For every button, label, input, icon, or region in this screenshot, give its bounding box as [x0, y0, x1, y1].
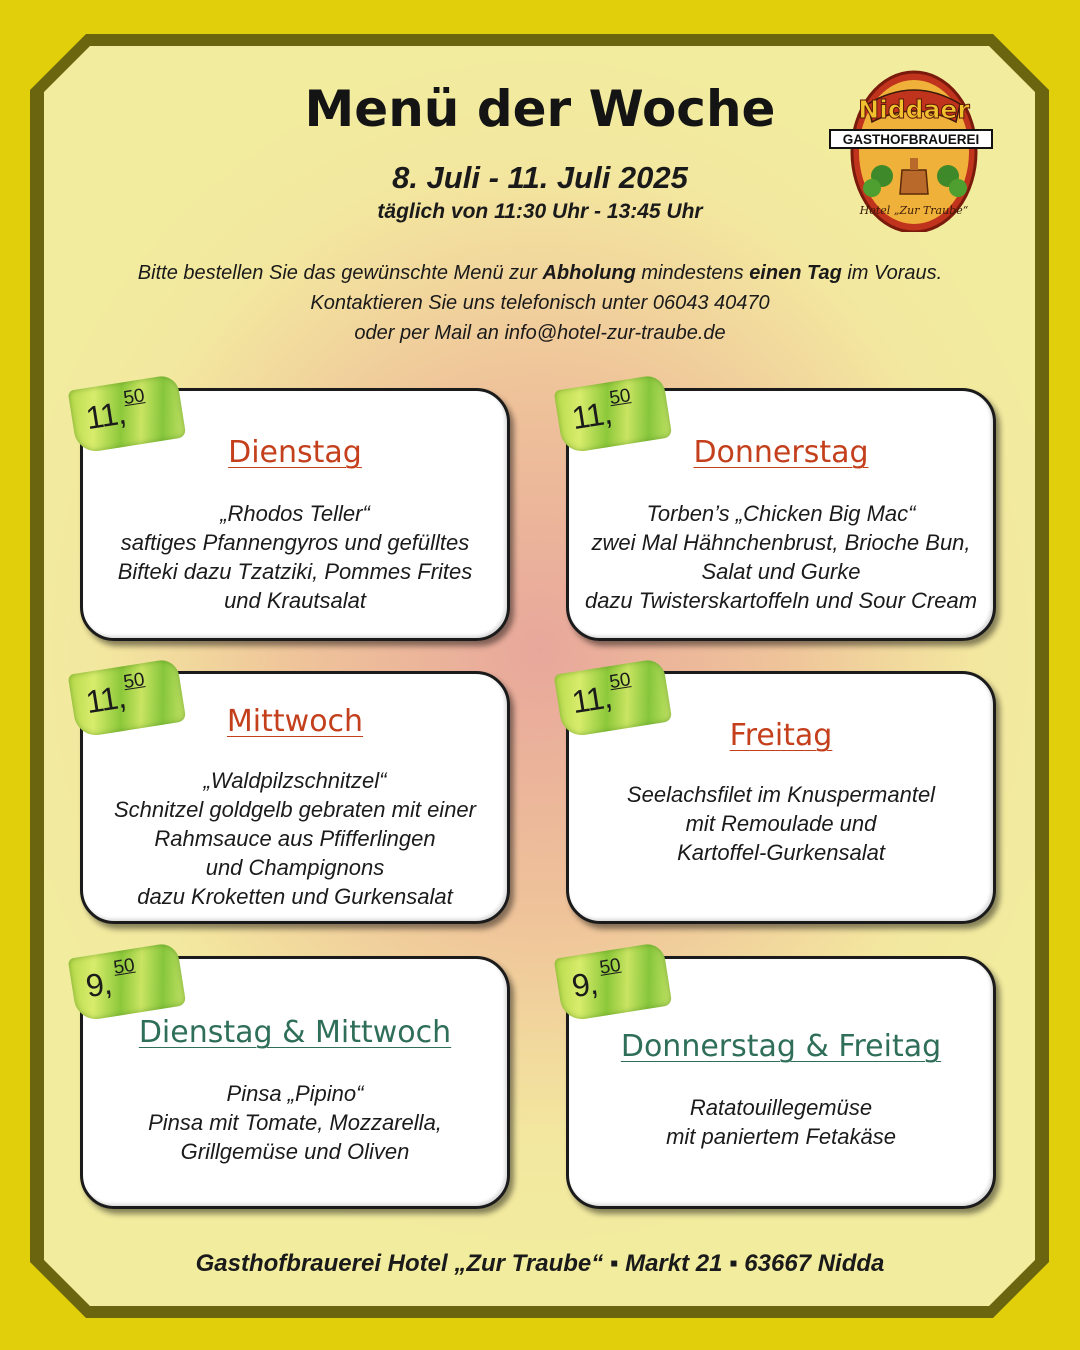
- menu-line: „Waldpilzschnitzel“: [203, 768, 387, 793]
- order-info-email: oder per Mail an info@hotel-zur-traube.de: [354, 322, 726, 344]
- order-text: im Voraus.: [841, 262, 943, 284]
- price-main: 11,: [83, 394, 128, 437]
- order-info-line-1: [60, 258, 1020, 288]
- menu-line: saftiges Pfannengyros und gefülltes: [120, 530, 470, 555]
- date-range: 8. Juli - 11. Juli 2025: [392, 160, 688, 195]
- menu-line: Pinsa mit Tomate, Mozzarella,: [148, 1110, 442, 1135]
- logo-banner: GASTHOFBRAUEREI: [842, 132, 980, 147]
- price-cents: 50: [121, 669, 147, 694]
- menu-line: Pinsa „Pipino“: [226, 1081, 364, 1106]
- page-title: Menü der Woche: [304, 80, 776, 138]
- menu-description: [93, 766, 497, 911]
- price-cents: 50: [607, 669, 633, 694]
- price-main: 11,: [83, 678, 128, 721]
- menu-day: Freitag: [729, 718, 833, 753]
- price-cents: 50: [607, 385, 633, 410]
- menu-line: dazu Twisterskartoffeln und Sour Cream: [584, 588, 978, 613]
- order-text: mindestens: [635, 262, 750, 284]
- opening-hours: täglich von 11:30 Uhr - 13:45 Uhr: [377, 200, 703, 223]
- menu-line: und Krautsalat: [224, 588, 366, 613]
- price-cents: 50: [121, 385, 147, 410]
- menu-description: [579, 780, 983, 867]
- footer-address: Gasthofbrauerei Hotel „Zur Traube“ ▪ Markt 21 ▪ 63667 Nidda: [195, 1250, 885, 1277]
- menu-line: Schnitzel goldgelb gebraten mit einer: [113, 797, 476, 822]
- logo-subtitle: Hotel „Zur Traube“: [859, 204, 969, 217]
- price-main: 11,: [569, 394, 614, 437]
- price-main: 9,: [569, 964, 600, 1005]
- price-cents: 50: [112, 954, 137, 979]
- order-info: [60, 258, 1020, 348]
- menu-line: Ratatouillegemüse: [689, 1095, 873, 1120]
- price-cents: 50: [598, 954, 623, 979]
- menu-line: Torben’s „Chicken Big Mac“: [646, 501, 916, 526]
- price-main: 11,: [569, 678, 614, 721]
- menu-line: mit Remoulade und: [685, 811, 877, 836]
- menu-line: Grillgemüse und Oliven: [180, 1139, 410, 1164]
- price-main: 9,: [83, 964, 114, 1005]
- menu-line: Seelachsfilet im Knuspermantel: [626, 782, 936, 807]
- order-emphasis-pickup: Abholung: [542, 262, 636, 284]
- menu-line: Salat und Gurke: [701, 559, 861, 584]
- menu-day: Donnerstag: [693, 435, 869, 470]
- menu-line: mit paniertem Fetakäse: [666, 1124, 896, 1149]
- menu-line: Rahmsauce aus Pfifferlingen: [154, 826, 436, 851]
- brewery-logo: [828, 66, 994, 232]
- menu-line: und Champignons: [205, 855, 385, 880]
- menu-line: dazu Kroketten und Gurkensalat: [137, 884, 453, 909]
- menu-day: Dienstag & Mittwoch: [138, 1015, 452, 1050]
- menu-line: Kartoffel-Gurkensalat: [677, 840, 885, 865]
- menu-description: [93, 499, 497, 615]
- order-text: Bitte bestellen Sie das gewünschte Menü zur: [137, 262, 543, 284]
- menu-line: Bifteki dazu Tzatziki, Pommes Frites: [117, 559, 473, 584]
- order-emphasis-day: einen Tag: [749, 262, 842, 284]
- order-info-phone: Kontaktieren Sie uns telefonisch unter 06043 40470: [310, 292, 770, 314]
- menu-line: „Rhodos Teller“: [220, 501, 370, 526]
- logo-brand: Niddaer: [858, 95, 970, 124]
- menu-day: Dienstag: [228, 435, 362, 470]
- menu-day: Donnerstag & Freitag: [620, 1029, 942, 1064]
- menu-description: [93, 1079, 497, 1166]
- menu-description: [579, 1093, 983, 1151]
- menu-line: zwei Mal Hähnchenbrust, Brioche Bun,: [591, 530, 971, 555]
- menu-day: Mittwoch: [226, 704, 364, 739]
- menu-description: [579, 499, 983, 615]
